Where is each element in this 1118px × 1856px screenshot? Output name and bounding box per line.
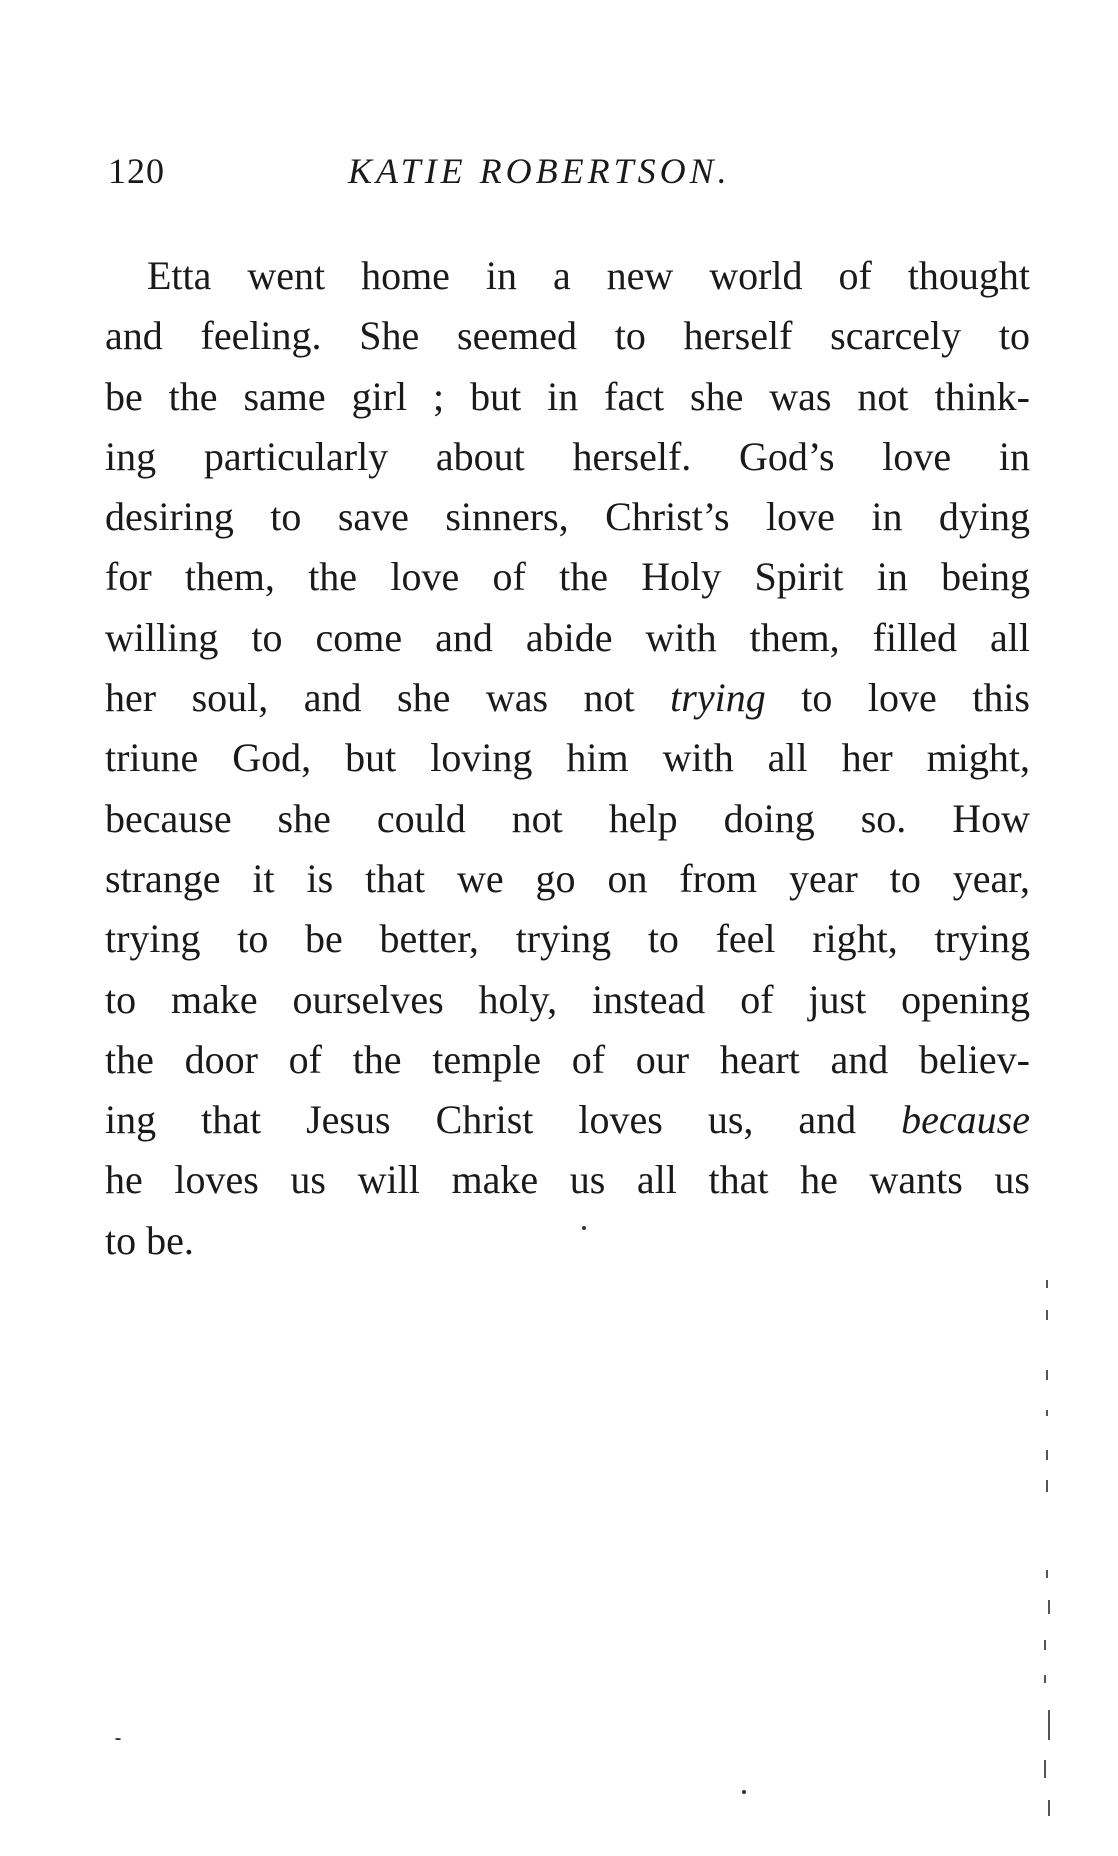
text-line — [105, 849, 1030, 909]
text-line — [105, 1150, 1030, 1210]
text-line — [105, 547, 1030, 607]
text-run: ing particularly about herself. God’s love in — [105, 433, 1030, 479]
running-title: KATIE ROBERTSON. — [348, 151, 731, 191]
print-speck — [115, 1738, 121, 1740]
print-speck — [742, 1790, 746, 1794]
text-line — [105, 728, 1030, 788]
text-run: willing to come and abide with them, filled all — [105, 614, 1030, 660]
text-run: Etta went home in a new world of thought — [147, 253, 1030, 298]
page-number: 120 — [108, 151, 165, 191]
text-line — [105, 1030, 1030, 1090]
text-run: desiring to save sinners, Christ’s love in dying — [105, 494, 1030, 540]
text-run: be the same girl ; but in fact she was not think- — [105, 373, 1030, 419]
text-run: triune God, but loving him with all her might, — [105, 735, 1030, 781]
running-head — [108, 150, 1028, 210]
italic-emphasis: trying — [670, 675, 766, 721]
text-run: ing that Jesus Christ loves us, and — [105, 1097, 902, 1143]
text-run: to be. — [105, 1217, 194, 1263]
text-run: and feeling. She seemed to herself scarcely to — [105, 313, 1030, 359]
print-speck — [582, 1226, 586, 1230]
text-run: strange it is that we go on from year to year, — [105, 855, 1030, 901]
text-line — [105, 427, 1030, 487]
italic-emphasis: because — [901, 1097, 1030, 1143]
text-line — [105, 789, 1030, 849]
text-run: the door of the temple of our heart and believ- — [105, 1036, 1030, 1082]
body-paragraph — [105, 246, 1030, 1271]
text-line — [105, 909, 1030, 969]
text-line — [105, 1211, 1030, 1271]
text-run: for them, the love of the Holy Spirit in being — [105, 554, 1030, 600]
text-line — [105, 668, 1030, 728]
text-run: to make ourselves holy, instead of just opening — [105, 976, 1030, 1022]
text-line — [105, 970, 1030, 1030]
text-run: he loves us will make us all that he wants us — [105, 1157, 1030, 1203]
text-run: her soul, and she was not — [105, 675, 671, 721]
text-line — [105, 487, 1030, 547]
text-line — [105, 1090, 1030, 1150]
text-line — [105, 367, 1030, 427]
page-edge-marks — [1030, 1280, 1070, 1840]
text-line — [105, 306, 1030, 366]
text-run: trying to be better, trying to feel right, trying — [105, 916, 1030, 962]
text-line — [105, 608, 1030, 668]
text-run: to love this — [765, 675, 1030, 721]
text-line — [105, 246, 1030, 306]
text-run: because she could not help doing so. How — [105, 795, 1030, 841]
